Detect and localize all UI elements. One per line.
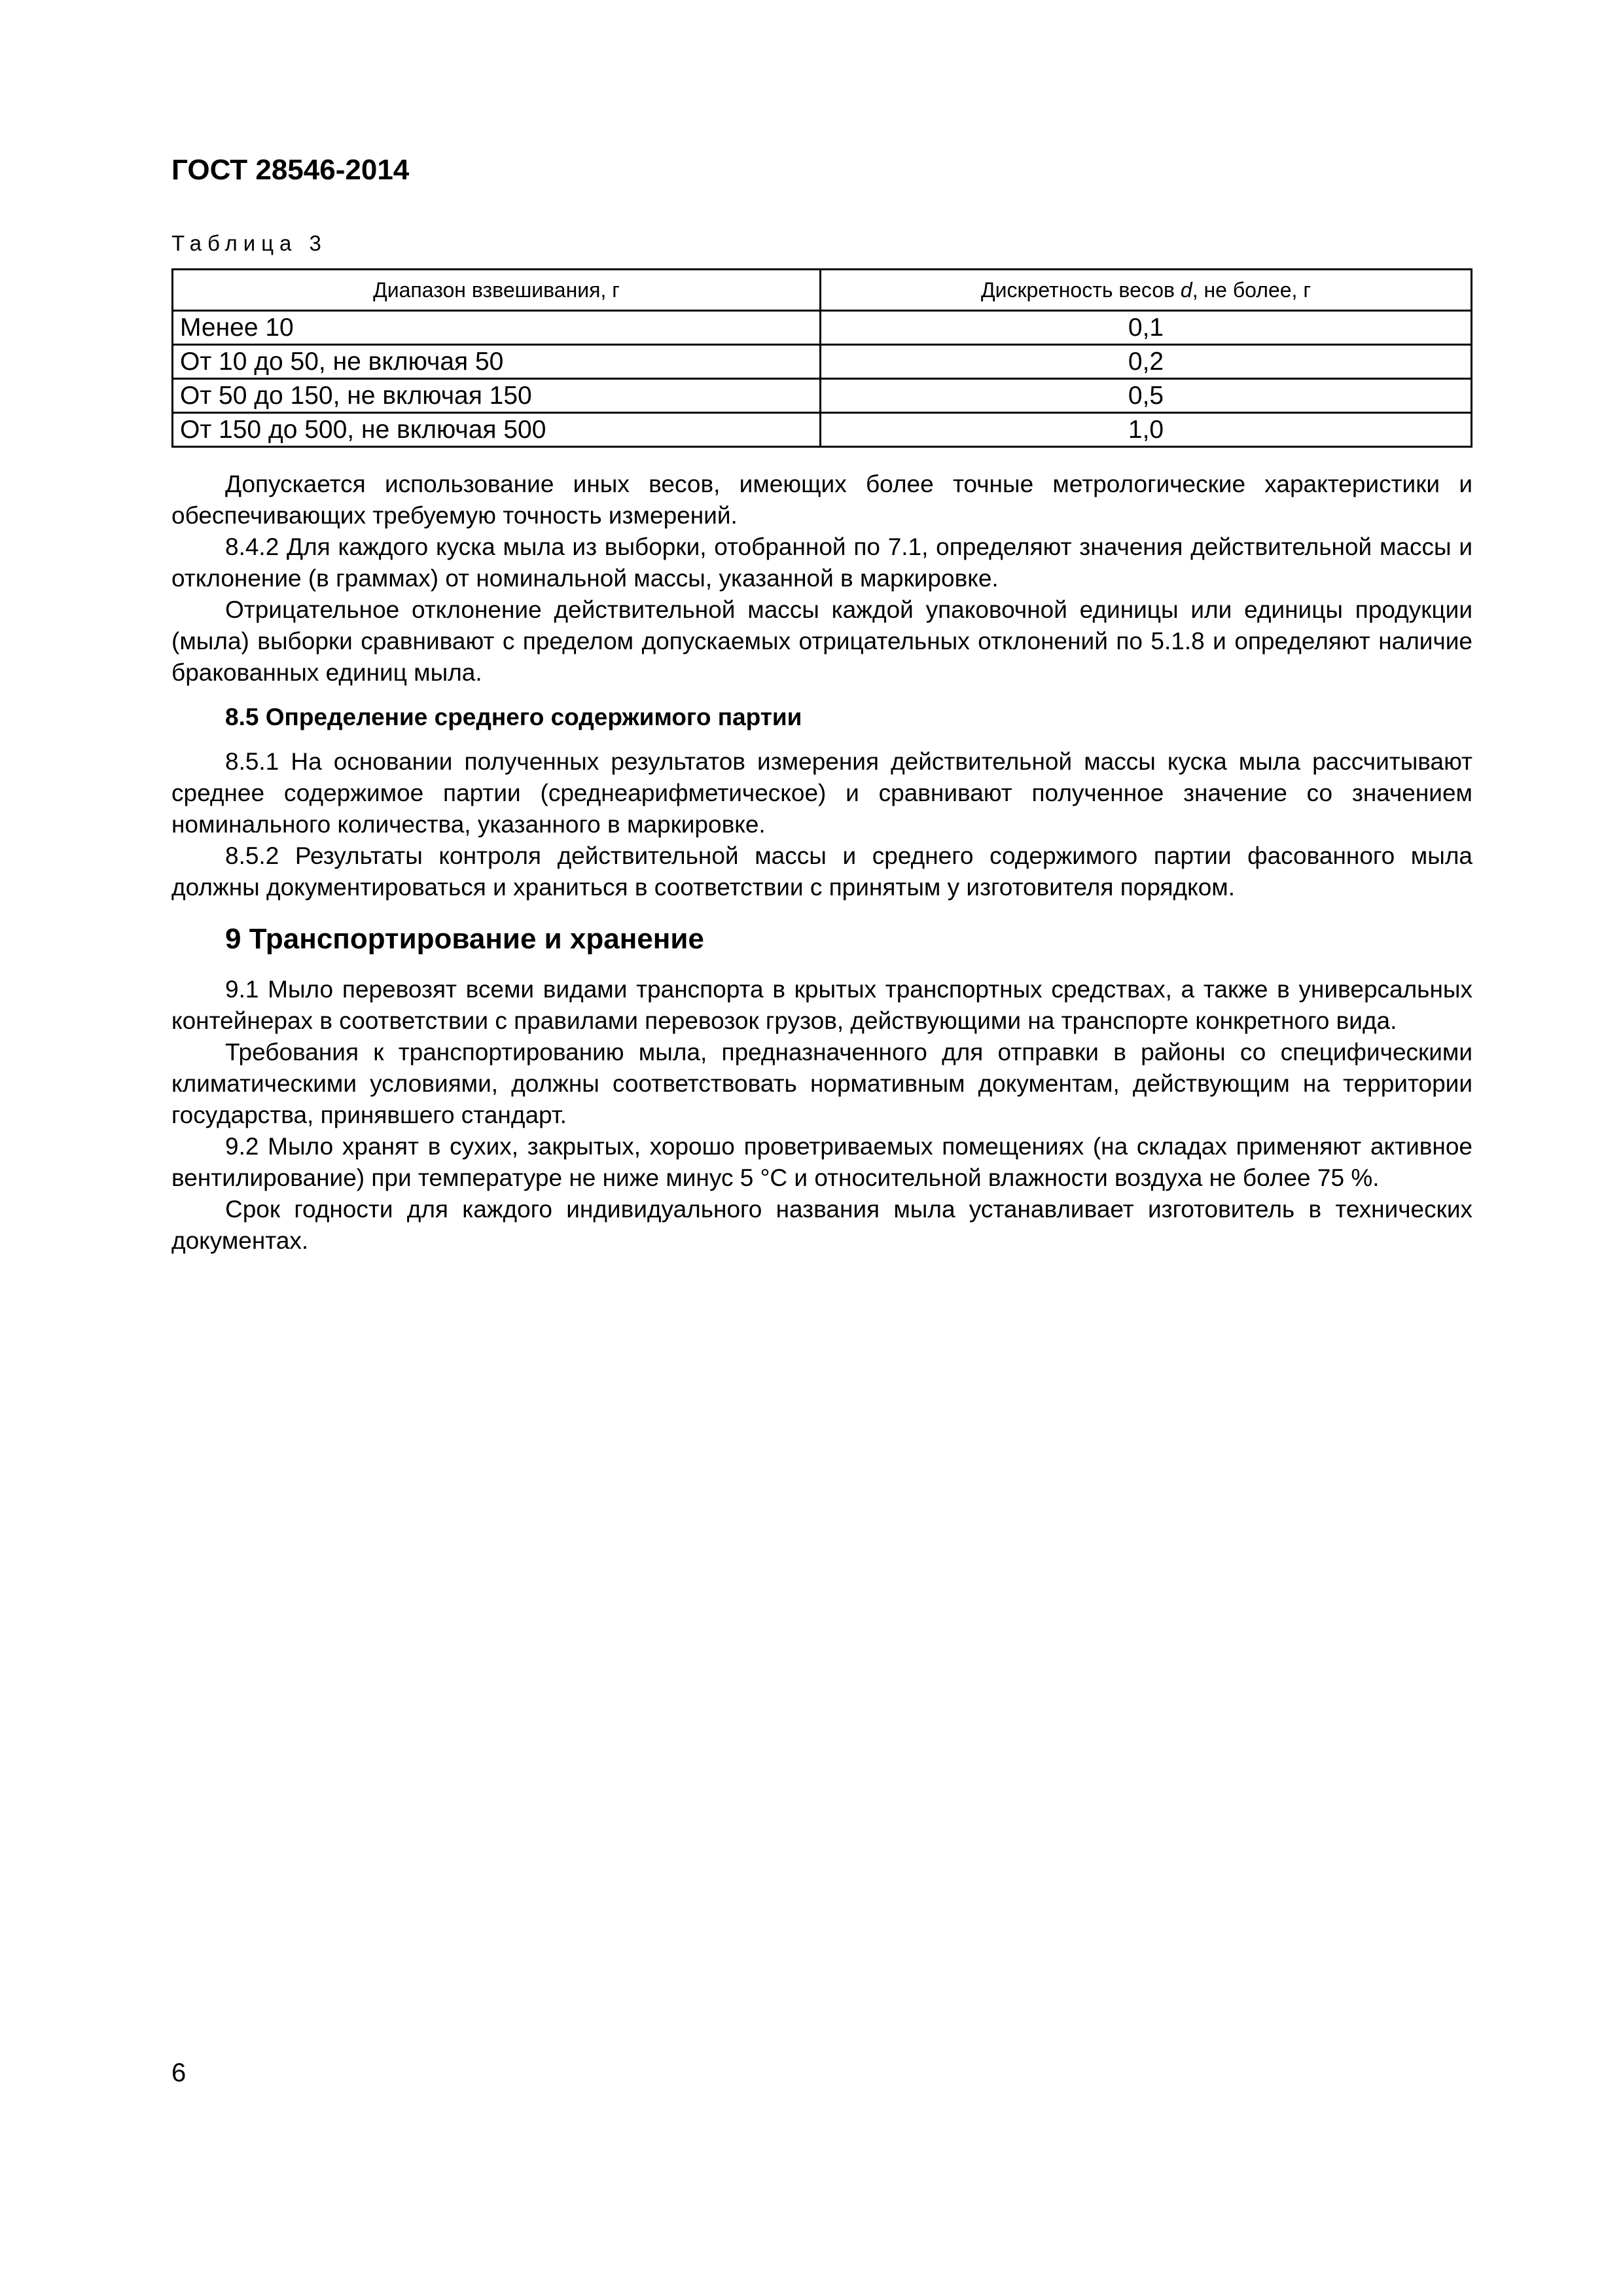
paragraph-8-5-1: 8.5.1 На основании полученных результатов измерения действительной массы куска мыла рассчитывают среднее содержимое партии (среднеарифметическое) и сравнивают полученное значение со значением номинального количества, указанного в маркировке. <box>171 748 1472 838</box>
table-cell-range: От 150 до 500, не включая 500 <box>173 413 821 447</box>
section-heading-9: 9 Транспортирование и хранение <box>225 923 704 955</box>
paragraph-9-1: 9.1 Мыло перевозят всеми видами транспорта в крытых транспортных средствах, а также в универсальных контейнерах в соответствии с правилами перевозок грузов, действующими на транспорте конкретного вида. <box>171 976 1472 1034</box>
document-code: ГОСТ 28546-2014 <box>171 154 410 186</box>
paragraph-other-scales: Допускается использование иных весов, имеющих более точные метрологические характеристики и обеспечивающих требуемую точность измерений. <box>171 471 1472 529</box>
subsection-heading-8-5: 8.5 Определение среднего содержимого партии <box>225 704 802 730</box>
body-text <box>171 469 1472 1257</box>
weighing-table <box>171 268 1472 448</box>
paragraph-8-4-2: 8.4.2 Для каждого куска мыла из выборки, отобранной по 7.1, определяют значения действительной массы и отклонение (в граммах) от номинальной массы, указанной в маркировке. <box>171 533 1472 592</box>
table-cell-value: 0,5 <box>821 379 1472 413</box>
column-header-range: Диапазон взвешивания, г <box>173 270 821 311</box>
column-header-discreteness-suffix: , не более, г <box>1192 278 1311 302</box>
column-header-discreteness <box>821 270 1472 311</box>
table-cell-range: От 50 до 150, не включая 150 <box>173 379 821 413</box>
paragraph-transport-requirements: Требования к транспортированию мыла, предназначенного для отправки в районы со специфическими климатическими условиями, должны соответствовать нормативным документам, действующим на территории государства, принявшего стандарт. <box>171 1039 1472 1128</box>
table-header-row <box>173 270 1472 311</box>
table-row <box>173 345 1472 379</box>
paragraph-9-2: 9.2 Мыло хранят в сухих, закрытых, хорошо проветриваемых помещениях (на складах применяют активное вентилирование) при температуре не ниже минус 5 °С и относительной влажности воздуха не более 75 %. <box>171 1133 1472 1191</box>
paragraph-shelf-life: Срок годности для каждого индивидуального названия мыла устанавливает изготовитель в технических документах. <box>171 1196 1472 1254</box>
table-caption: Таблица 3 <box>171 231 327 255</box>
page-number: 6 <box>171 2058 187 2087</box>
paragraph-8-5-2: 8.5.2 Результаты контроля действительной массы и среднего содержимого партии фасованного мыла должны документироваться и храниться в соответствии с принятым у изготовителя порядком. <box>171 842 1472 901</box>
table-row <box>173 311 1472 345</box>
column-header-discreteness-prefix: Дискретность весов <box>981 278 1181 302</box>
table-row <box>173 379 1472 413</box>
table-cell-value: 0,1 <box>821 311 1472 345</box>
paragraph-negative-deviation: Отрицательное отклонение действительной массы каждой упаковочной единицы или единицы продукции (мыла) выборки сравнивают с пределом допускаемых отрицательных отклонений по 5.1.8 и определяют наличие бракованных единиц мыла. <box>171 596 1472 686</box>
table-row <box>173 413 1472 447</box>
table-cell-range: Менее 10 <box>173 311 821 345</box>
table-cell-value: 1,0 <box>821 413 1472 447</box>
table-cell-range: От 10 до 50, не включая 50 <box>173 345 821 379</box>
table-cell-value: 0,2 <box>821 345 1472 379</box>
column-header-discreteness-variable: d <box>1180 278 1192 302</box>
